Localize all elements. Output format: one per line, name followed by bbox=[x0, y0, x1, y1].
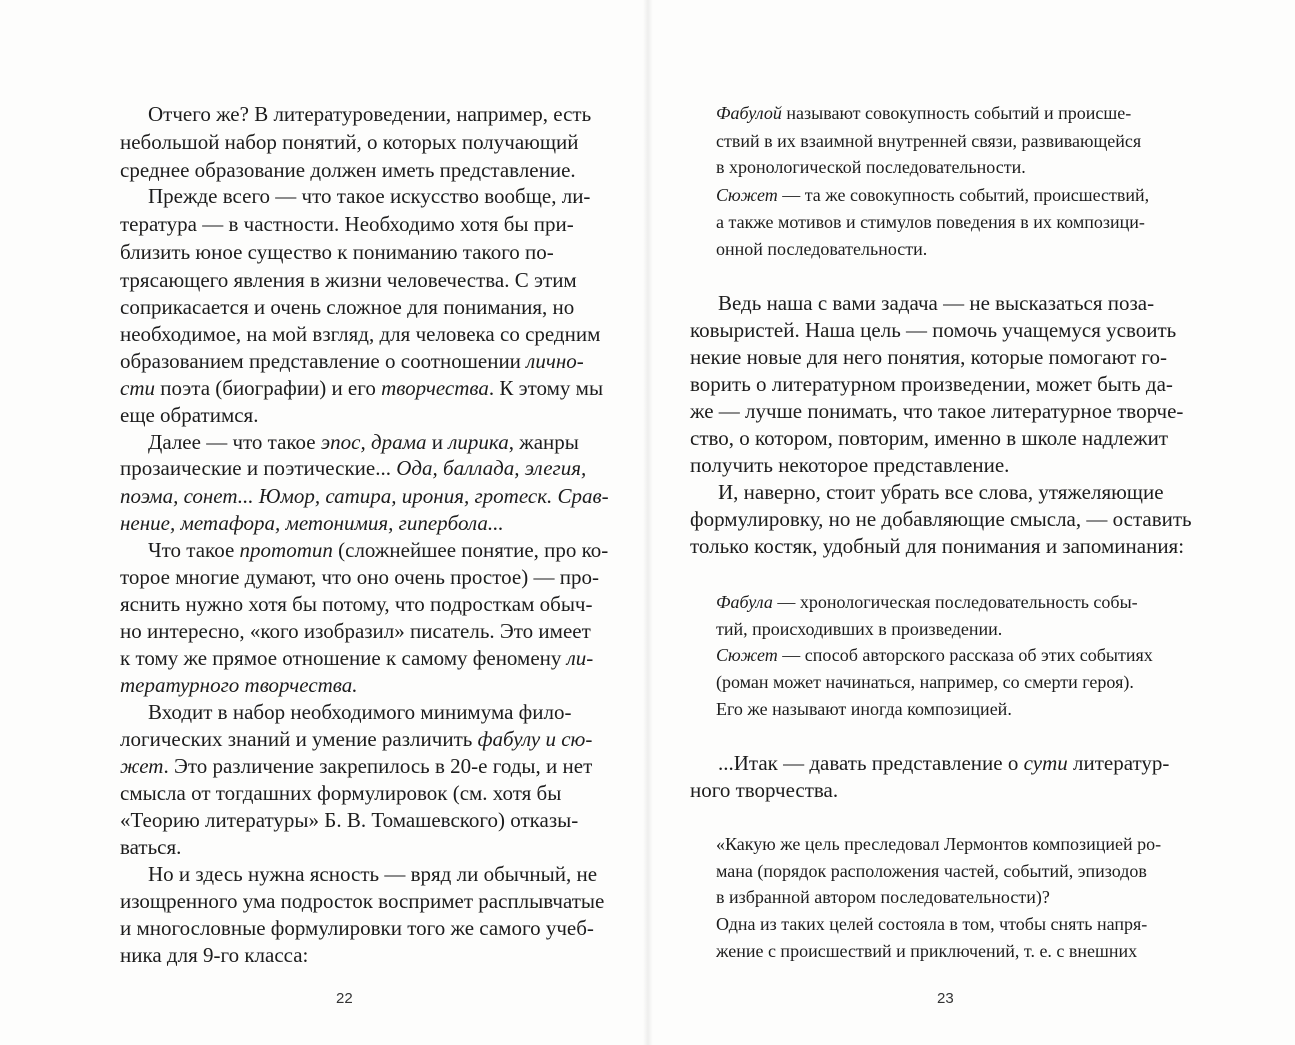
italic-term: творчества bbox=[381, 376, 489, 400]
right-page-text-line bbox=[716, 152, 1026, 182]
left-page-text-line bbox=[148, 99, 591, 129]
right-page-text-line bbox=[690, 423, 1168, 453]
page-number-left: 22 bbox=[336, 990, 353, 1007]
left-page-text-line bbox=[120, 751, 592, 781]
left-page-text-line bbox=[120, 778, 561, 808]
left-page-text-line bbox=[120, 508, 504, 538]
right-page-text-line bbox=[690, 450, 1009, 480]
text-run: и bbox=[426, 430, 449, 454]
text-run: ного творчества. bbox=[690, 778, 839, 802]
right-page-text-line bbox=[716, 207, 1145, 237]
text-run: а также мотивов и стимулов поведения в их композици- bbox=[716, 212, 1145, 232]
text-run: близить юное существо к пониманию такого по- bbox=[120, 240, 554, 264]
right-page-text-line bbox=[718, 288, 1154, 318]
right-page-text-line bbox=[716, 667, 1134, 697]
text-run: изощренного ума подросток воспримет расплывчатые bbox=[120, 889, 605, 913]
right-page-text-line bbox=[718, 477, 1164, 507]
text-run: Его же называют иногда композицией. bbox=[716, 699, 1012, 719]
text-run: ствий в их взаимной внутренней связи, развивающейся bbox=[716, 131, 1142, 151]
italic-term: лирика bbox=[448, 430, 509, 454]
text-run: называют совокупность событий и происше- bbox=[781, 103, 1132, 123]
left-page-text-line bbox=[120, 453, 586, 483]
right-page-text-line bbox=[716, 98, 1131, 128]
italic-term: жет bbox=[120, 754, 164, 778]
right-page-text-line bbox=[718, 748, 1169, 778]
text-run: некие новые для него понятия, которые помогают го- bbox=[690, 345, 1168, 369]
italic-term: лично- bbox=[526, 349, 584, 373]
text-run: ваться. bbox=[120, 835, 182, 859]
text-run: к тому же прямое отношение к самому феномену bbox=[120, 646, 567, 670]
right-page-text-line bbox=[690, 342, 1167, 372]
text-run: ство, о котором, повторим, именно в школе надлежит bbox=[690, 426, 1169, 450]
italic-term: Фабулой bbox=[716, 103, 782, 123]
text-run: жение с происшествий и приключений, т. е. с внешних bbox=[716, 941, 1138, 961]
italic-term: эпос, драма bbox=[320, 430, 427, 454]
right-page-text-line bbox=[716, 909, 1147, 939]
right-page-text-line bbox=[716, 640, 1153, 670]
right-page-text-line bbox=[690, 504, 1192, 534]
italic-term: ли- bbox=[566, 646, 594, 670]
text-run: . К этому мы bbox=[488, 376, 604, 400]
text-run: и многословные формулировки того же самого учеб- bbox=[120, 916, 594, 940]
text-run: ника для 9-го класса: bbox=[120, 943, 309, 967]
italic-term: Сюжет bbox=[716, 185, 778, 205]
italic-term: Фабула bbox=[716, 592, 773, 612]
text-run: но интересно, «кого изобразил» писатель. Это имеет bbox=[120, 619, 591, 643]
text-run: логических знаний и умение различить bbox=[120, 727, 478, 751]
text-run: — хронологическая последовательность собы- bbox=[772, 592, 1138, 612]
right-page bbox=[648, 0, 1295, 1045]
left-page-text-line bbox=[120, 670, 358, 700]
text-run: прозаические и поэтические... bbox=[120, 456, 397, 480]
italic-term: поэма, сонет... Юмор, сатира, ирония, гротеск. Срав- bbox=[120, 484, 609, 508]
text-run: торое многие думают, что оно очень простое) — про- bbox=[120, 565, 599, 589]
right-page-text-line bbox=[690, 775, 838, 805]
left-page-text-line bbox=[120, 616, 591, 646]
right-page-text-line bbox=[716, 587, 1138, 617]
text-run: Но и здесь нужна ясность — вряд ли обычный, не bbox=[148, 862, 598, 886]
left-page-text-line bbox=[120, 589, 593, 619]
text-run: (сложнейшее понятие, про ко- bbox=[332, 538, 609, 562]
text-run: в избранной автором последовательности)? bbox=[716, 887, 1050, 907]
left-page-text-line bbox=[120, 373, 603, 403]
left-page-text-line bbox=[120, 562, 599, 592]
italic-term: прототип bbox=[239, 538, 333, 562]
right-page-text-line bbox=[716, 180, 1149, 210]
text-run: (роман может начинаться, например, со смерти героя). bbox=[716, 672, 1134, 692]
text-run: соприкасается и очень сложное для понимания, но bbox=[120, 295, 575, 319]
text-run: ...Итак — давать представление о bbox=[718, 751, 1024, 775]
text-run: среднее образование должен иметь представление. bbox=[120, 158, 576, 182]
right-page-text-line bbox=[716, 234, 927, 264]
page-number-right: 23 bbox=[937, 990, 954, 1007]
text-run: . Это различение закрепилось в 20-е годы, и нет bbox=[163, 754, 593, 778]
text-run: Далее — что такое bbox=[148, 430, 321, 454]
text-run: ковыристей. Наша цель — помочь учащемуся усвоить bbox=[690, 318, 1177, 342]
text-run: Одна из таких целей состояла в том, чтобы снять напря- bbox=[716, 914, 1148, 934]
left-page-text-line bbox=[120, 319, 600, 349]
text-run: Входит в набор необходимого минимума фило- bbox=[148, 700, 572, 724]
italic-term: нение, метафора, метонимия, гипербола... bbox=[120, 511, 504, 535]
left-page-text-line bbox=[120, 127, 579, 157]
italic-term: фабулу и сю- bbox=[477, 727, 593, 751]
left-page-text-line bbox=[120, 292, 574, 322]
left-page-text-line bbox=[120, 832, 181, 862]
text-run: Прежде всего — что такое искусство вообще, ли- bbox=[148, 184, 591, 208]
text-run: Отчего же? В литературоведении, например, есть bbox=[148, 102, 592, 126]
text-run: формулировку, но не добавляющие смысла, — оставить bbox=[690, 507, 1192, 531]
left-page bbox=[0, 0, 647, 1045]
left-page-text-line bbox=[120, 724, 592, 754]
text-run: Ведь наша с вами задача — не высказаться поза- bbox=[718, 291, 1155, 315]
text-run: еще обратимся. bbox=[120, 403, 259, 427]
italic-term: сути bbox=[1023, 751, 1068, 775]
text-run: только костяк, удобный для понимания и запоминания: bbox=[690, 534, 1185, 558]
text-run: получить некоторое представление. bbox=[690, 453, 1010, 477]
right-page-text-line bbox=[716, 936, 1137, 966]
text-run: тература — в частности. Необходимо хотя бы при- bbox=[120, 212, 574, 236]
text-run: «Теорию литературы» Б. В. Томашевского) отказы- bbox=[120, 808, 579, 832]
text-run: же — лучше понимать, что такое литературное творче- bbox=[690, 399, 1184, 423]
text-run: образованием представление о соотношении bbox=[120, 349, 527, 373]
right-page-text-line bbox=[690, 315, 1176, 345]
text-run: необходимое, на мой взгляд, для человека со средним bbox=[120, 322, 601, 346]
right-page-text-line bbox=[690, 531, 1184, 561]
text-run: ворить о литературном произведении, может быть да- bbox=[690, 372, 1173, 396]
text-run: смысла от тогдашних формулировок (см. хотя бы bbox=[120, 781, 562, 805]
right-page-text-line bbox=[690, 369, 1173, 399]
text-run: в хронологической последовательности. bbox=[716, 157, 1026, 177]
text-run: — та же совокупность событий, происшествий, bbox=[777, 185, 1150, 205]
text-run: трясающего явления в жизни человечества. С этим bbox=[120, 268, 577, 292]
italic-term: Ода, баллада, элегия, bbox=[396, 456, 587, 480]
text-run: , жанры bbox=[508, 430, 579, 454]
left-page-text-line bbox=[120, 265, 577, 295]
left-page-text-line bbox=[120, 346, 584, 376]
italic-term: Сюжет bbox=[716, 645, 778, 665]
left-page-text-line bbox=[120, 209, 574, 239]
left-page-text-line bbox=[120, 481, 609, 511]
left-page-text-line bbox=[120, 913, 594, 943]
left-page-text-line bbox=[148, 181, 590, 211]
right-page-text-line bbox=[690, 396, 1183, 426]
text-run: тий, происходивших в произведении. bbox=[716, 619, 1003, 639]
italic-term: тературного творчества. bbox=[120, 673, 358, 697]
left-page-text-line bbox=[120, 805, 578, 835]
left-page-text-line bbox=[148, 535, 608, 565]
text-run: онной последовательности. bbox=[716, 239, 928, 259]
left-page-text-line bbox=[120, 237, 554, 267]
italic-term: сти bbox=[120, 376, 155, 400]
left-page-text-line bbox=[120, 400, 258, 430]
left-page-text-line bbox=[120, 940, 308, 970]
left-page-text-line bbox=[120, 886, 604, 916]
text-run: поэта (биографии) и его bbox=[155, 376, 382, 400]
text-run: литератур- bbox=[1067, 751, 1170, 775]
text-run: И, наверно, стоит убрать все слова, утяжеляющие bbox=[718, 480, 1164, 504]
text-run: мана (порядок расположения частей, событий, эпизодов bbox=[716, 861, 1147, 881]
text-run: яснить нужно хотя бы потому, что подросткам обыч- bbox=[120, 592, 593, 616]
right-page-text-line bbox=[716, 829, 1161, 859]
text-run: Что такое bbox=[148, 538, 240, 562]
right-page-text-line bbox=[716, 882, 1050, 912]
right-page-text-line bbox=[716, 694, 1012, 724]
text-run: «Какую же цель преследовал Лермонтов композицией ро- bbox=[716, 834, 1162, 854]
left-page-text-line bbox=[148, 697, 571, 727]
left-page-text-line bbox=[148, 859, 597, 889]
text-run: — способ авторского рассказа об этих событиях bbox=[777, 645, 1153, 665]
text-run: небольшой набор понятий, о которых получающий bbox=[120, 130, 579, 154]
left-page-text-line bbox=[120, 643, 593, 673]
